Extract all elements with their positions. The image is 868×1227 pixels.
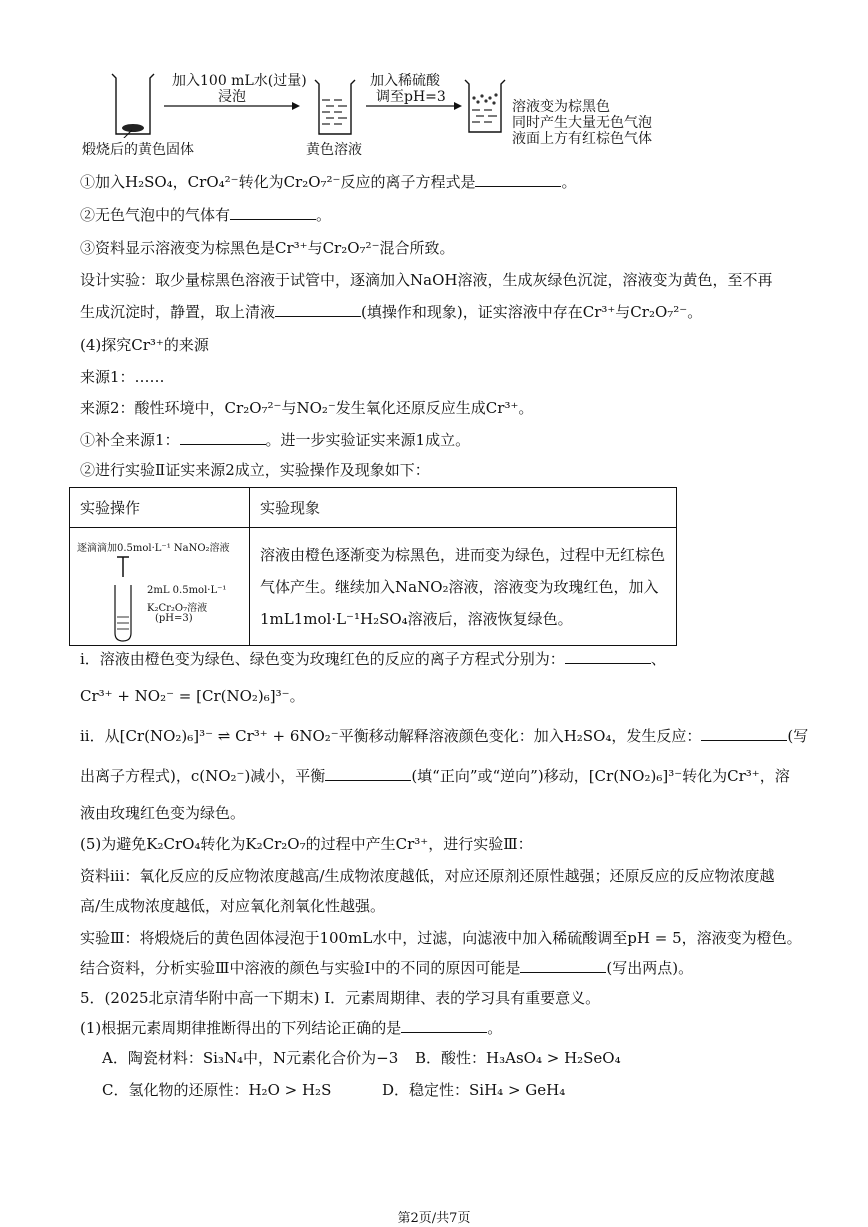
option-c[interactable]: C．氢化物的还原性：H₂O > H₂S xyxy=(102,1081,332,1099)
step2-top: 加入稀硫酸 xyxy=(370,73,440,89)
option-d[interactable]: D．稳定性：SiH₄ > GeH₄ xyxy=(382,1081,566,1099)
arrow-2 xyxy=(364,100,464,112)
reference-line-2: 高/生成物浓度越低，对应氧化剂氧化性越强。 xyxy=(80,897,386,915)
phenomenon-line-3: 1mL1mol·L⁻¹H₂SO₄溶液后，溶液恢复绿色。 xyxy=(260,609,573,628)
item-ii-line-3: 液由玫瑰红色变为绿色。 xyxy=(80,804,246,822)
item-ii-line-2: 出离子方程式)，c(NO₂⁻)减小，平衡 (填“正向”或“逆向”)移动，[Cr(NO₂)₆]³⁻转化为Cr³⁺，溶 xyxy=(80,767,790,785)
answer-blank[interactable] xyxy=(565,649,651,664)
result-line-3: 液面上方有红棕色气体 xyxy=(512,131,652,147)
question-5-1: (1)根据元素周期律推断得出的下列结论正确的是 。 xyxy=(80,1019,503,1037)
reference-line-1: 资料iii：氧化反应的反应物浓度越高/生成物浓度越低，对应还原剂还原性越强；还原反应的反应物浓度越 xyxy=(80,867,775,885)
result-line-2: 同时产生大量无色气泡 xyxy=(512,115,652,131)
phenomenon-cell xyxy=(250,528,677,646)
answer-blank[interactable] xyxy=(325,766,411,781)
source-2: 来源2：酸性环境中，Cr₂O₇²⁻与NO₂⁻发生氧化还原反应生成Cr³⁺。 xyxy=(80,399,534,417)
operation-cell xyxy=(70,528,250,646)
answer-blank[interactable] xyxy=(180,430,266,445)
header-operation: 实验操作 xyxy=(70,488,250,528)
tube-label-1: 2mL 0.5mol·L⁻¹ xyxy=(147,585,227,596)
source-1: 来源1：…… xyxy=(80,368,165,386)
option-b[interactable]: B．酸性：H₃AsO₄ > H₂SeO₄ xyxy=(415,1049,621,1067)
tube-label-2: K₂Cr₂O₇溶液 xyxy=(147,603,208,614)
experiment-3: 实验Ⅲ：将煅烧后的黄色固体浸泡于100mL水中，过滤，向滤液中加入稀硫酸调至pH = 5，溶液变为橙色。 xyxy=(80,929,802,947)
answer-blank[interactable] xyxy=(520,958,606,973)
question-3-3: ③资料显示溶液变为棕黑色是Cr³⁺与Cr₂O₇²⁻混合所致。 xyxy=(80,239,455,257)
answer-blank[interactable] xyxy=(401,1018,487,1033)
answer-blank[interactable] xyxy=(275,302,361,317)
question-3-1: ①加入H₂SO₄，CrO₄²⁻转化为Cr₂O₇²⁻反应的离子方程式是 。 xyxy=(80,173,577,191)
beaker-solid xyxy=(108,72,158,138)
page-number: 第2页/共7页 xyxy=(397,1211,471,1226)
label-solid: 煅烧后的黄色固体 xyxy=(82,142,194,158)
question-4-2: ②进行实验Ⅱ证实来源2成立，实验操作及现象如下： xyxy=(80,461,430,479)
dropper-label: 逐滴滴加0.5mol·L⁻¹ NaNO₂溶液 xyxy=(77,543,230,554)
label-solution: 黄色溶液 xyxy=(306,142,362,158)
answer-blank[interactable] xyxy=(701,726,787,741)
arrow-1 xyxy=(162,100,302,112)
step1-top: 加入100 mL水(过量) xyxy=(172,73,307,89)
item-i-equation: Cr³⁺ + NO₂⁻ = [Cr(NO₂)₆]³⁻。 xyxy=(80,687,305,705)
header-phenomenon: 实验现象 xyxy=(250,488,677,528)
item-ii: ii．从[Cr(NO₂)₆]³⁻ ⇌ Cr³⁺ + 6NO₂⁻平衡移动解释溶液颜色变化：加入H₂SO₄，发生反应： (写 xyxy=(80,727,809,745)
question-5-heading: 5．(2025北京清华附中高一下期末) Ⅰ．元素周期律、表的学习具有重要意义。 xyxy=(80,989,601,1007)
phenomenon-line-2: 气体产生。继续加入NaNO₂溶液，溶液变为玫瑰红色，加入 xyxy=(260,577,659,596)
beaker-yellow-solution xyxy=(312,78,358,136)
design-line-1: 设计实验：取少量棕黑色溶液于试管中，逐滴加入NaOH溶液，生成灰绿色沉淀，溶液变为黄色，至不再 xyxy=(80,271,773,289)
option-a[interactable]: A．陶瓷材料：Si₃N₄中，N元素化合价为−3 xyxy=(102,1049,399,1067)
result-line-1: 溶液变为棕黑色 xyxy=(512,99,610,115)
part-4-heading: (4)探究Cr³⁺的来源 xyxy=(80,336,209,354)
answer-blank[interactable] xyxy=(475,172,561,187)
test-tube-icon xyxy=(111,555,151,643)
question-3-2: ②无色气泡中的气体有 。 xyxy=(80,206,332,224)
design-line-2: 生成沉淀时，静置，取上清液 (填操作和现象)，证实溶液中存在Cr³⁺与Cr₂O₇²⁻。 xyxy=(80,303,703,321)
part-5-heading: (5)为避免K₂CrO₄转化为K₂Cr₂O₇的过程中产生Cr³⁺，进行实验Ⅲ： xyxy=(80,835,533,853)
item-i: i．溶液由橙色变为绿色、绿色变为玫瑰红色的反应的离子方程式分别为： 、 xyxy=(80,650,666,668)
answer-blank[interactable] xyxy=(230,205,316,220)
question-4-1: ①补全来源1： 。进一步实验证实来源1成立。 xyxy=(80,431,471,449)
tube-label-3: (pH=3) xyxy=(155,613,193,624)
step2-bottom: 调至pH=3 xyxy=(376,89,446,105)
analysis-line: 结合资料，分析实验Ⅲ中溶液的颜色与实验Ⅰ中的不同的原因可能是 (写出两点)。 xyxy=(80,959,694,977)
beaker-brown-solution xyxy=(462,78,508,134)
experiment-table xyxy=(69,487,677,646)
process-diagram xyxy=(0,0,868,165)
step1-bottom: 浸泡 xyxy=(218,89,246,105)
phenomenon-line-1: 溶液由橙色逐渐变为棕黑色，进而变为绿色，过程中无红棕色 xyxy=(260,545,666,564)
